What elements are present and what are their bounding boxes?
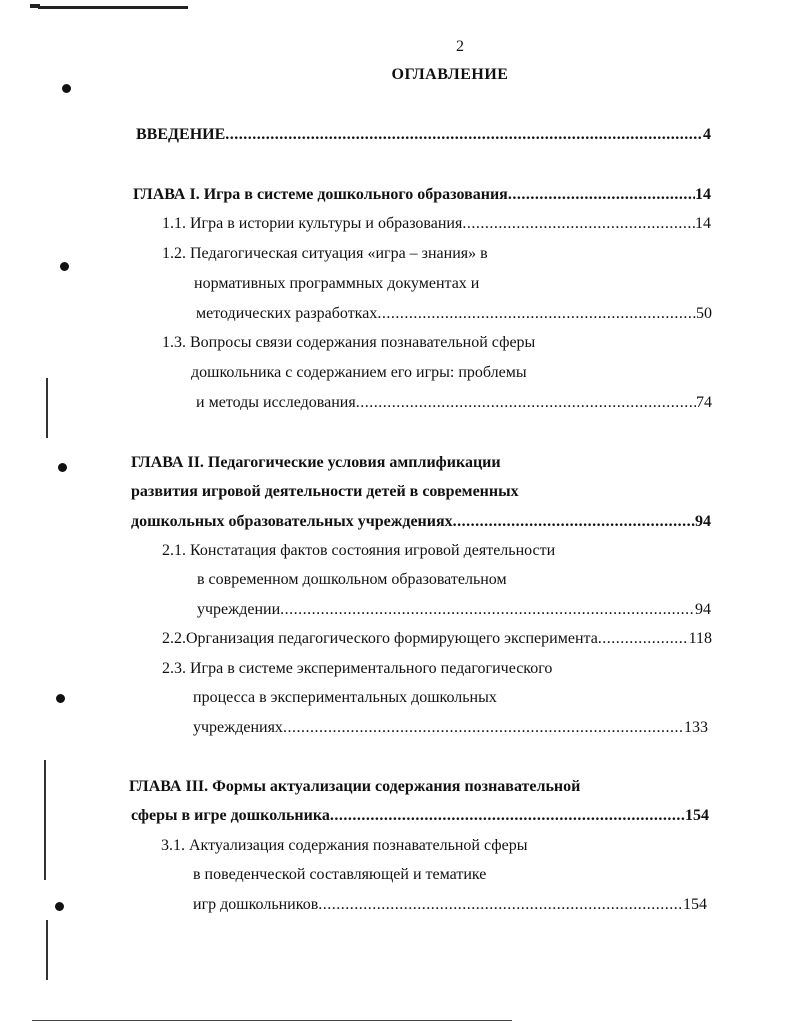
scan-edge-mark [38, 6, 188, 9]
toc-section-1-3-line3: и методы исследования ..... 74 [196, 392, 712, 414]
leader-dots [598, 628, 689, 650]
page-ref: 14 [695, 215, 711, 232]
leader-dots [283, 717, 684, 739]
scan-edge-mark [44, 760, 46, 880]
toc-section-2-2: 2.2.Организация педагогического формирующего эксперимента ..... 118 [162, 628, 712, 650]
toc-section-1-2-line1: 1.2. Педагогическая ситуация «игра – знания» в [162, 245, 488, 262]
page-ref: 94 [695, 601, 711, 618]
page-number: 2 [456, 38, 464, 55]
leader-dots [225, 124, 703, 146]
toc-section-3-1-line2: в поведенческой составляющей и тематике [193, 866, 487, 883]
punch-hole [55, 902, 64, 911]
toc-chapter-2-line1: ГЛАВА II. Педагогические условия амплификации [131, 454, 501, 471]
punch-hole [62, 84, 71, 93]
leader-dots [462, 213, 695, 235]
scan-edge-mark [30, 4, 40, 8]
toc-section-2-1-line1: 2.1. Констатация фактов состояния игровой деятельности [162, 542, 556, 559]
toc-section-2-3-line3: учреждениях ..... 133 [193, 717, 708, 739]
toc-section-2-1-line3: учреждении ..... 94 [197, 599, 711, 621]
leader-dots [508, 184, 695, 206]
leader-dots [453, 511, 695, 533]
toc-section-1-2-line3: методических разработках ..... 50 [196, 303, 712, 325]
toc-entry-intro: ВВЕДЕНИЕ ..... 4 [136, 124, 711, 146]
page-ref: 74 [696, 394, 712, 411]
toc-chapter-3-line2: сферы в игре дошкольника ..... 154 [131, 805, 709, 827]
page-ref: 50 [696, 305, 712, 322]
punch-hole [60, 262, 69, 271]
toc-section-2-3-line2: процесса в экспериментальных дошкольных [193, 689, 497, 706]
scan-edge-mark [46, 378, 48, 438]
page-ref: 94 [695, 513, 711, 530]
toc-section-2-1-line2: в современном дошкольном образовательном [197, 571, 507, 588]
page-title: ОГЛАВЛЕНИЕ [391, 66, 509, 83]
leader-dots [330, 805, 685, 827]
scan-edge-mark [46, 920, 48, 980]
toc-section-1-3-line1: 1.3. Вопросы связи содержания познавательной сферы [162, 334, 536, 351]
punch-hole [56, 694, 65, 703]
page-ref: 4 [703, 126, 711, 143]
toc-section-1-1: 1.1. Игра в истории культуры и образования ..... 14 [162, 213, 711, 235]
page-ref: 118 [688, 630, 712, 647]
leader-dots [318, 894, 683, 916]
toc-section-3-1-line3: игр дошкольников ..... 154 [193, 894, 707, 916]
page-ref: 154 [683, 896, 707, 913]
toc-section-2-3-line1: 2.3. Игра в системе экспериментального педагогического [162, 660, 553, 677]
toc-section-3-1-line1: 3.1. Актуализация содержания познавательной сферы [161, 837, 528, 854]
toc-section-1-2-line2: нормативных программных документах и [194, 275, 480, 292]
scan-edge-mark [32, 1020, 512, 1021]
leader-dots [377, 303, 696, 325]
toc-chapter-1: ГЛАВА I. Игра в системе дошкольного образования ..... 14 [133, 184, 711, 206]
toc-chapter-2-line3: дошкольных образовательных учреждениях ..... 94 [131, 511, 711, 533]
leader-dots [356, 392, 696, 414]
toc-chapter-3-line1: ГЛАВА III. Формы актуализации содержания познавательной [129, 778, 581, 795]
toc-section-1-3-line2: дошкольника с содержанием его игры: проблемы [191, 364, 527, 381]
page-ref: 154 [685, 807, 709, 824]
punch-hole [58, 463, 67, 472]
page-ref: 133 [684, 719, 708, 736]
page-ref: 14 [695, 186, 711, 203]
toc-chapter-2-line2: развития игровой деятельности детей в современных [131, 483, 519, 500]
leader-dots [280, 599, 695, 621]
